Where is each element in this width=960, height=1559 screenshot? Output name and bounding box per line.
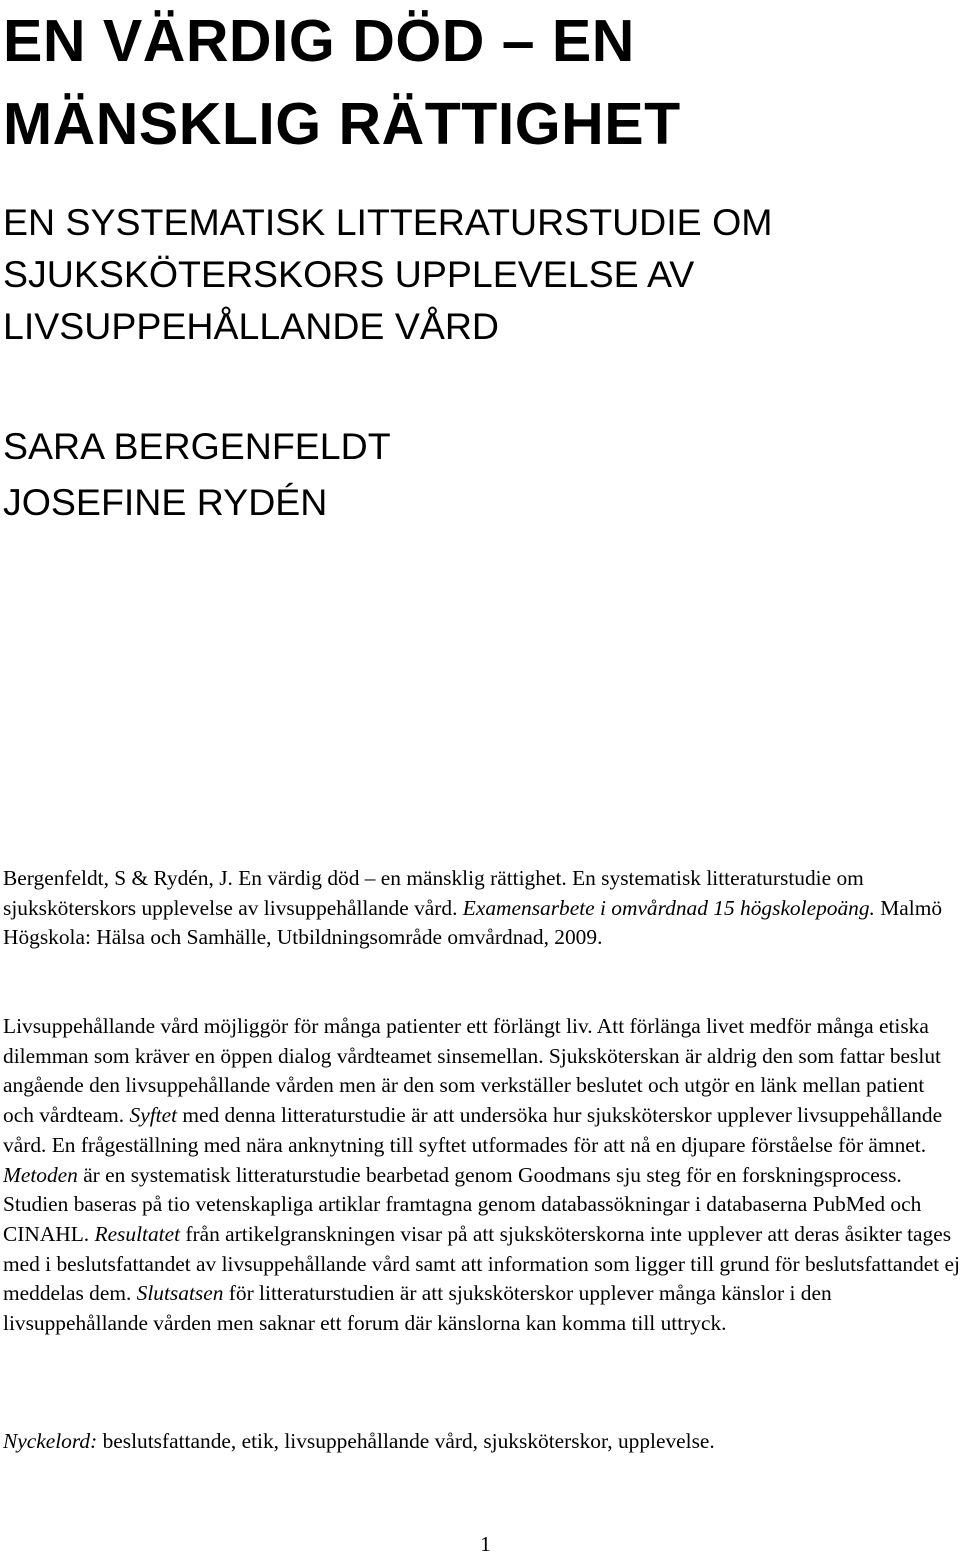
abstract-aim-text: med denna litteraturstudie är att undersöka hur sjuksköterskor upplever livsuppehållande vård. En frågeställning med nära anknytning till syftet utformades för att nå en djupare förståelse för ämnet.: [3, 1103, 943, 1157]
citation-text-end: Malmö Högskola: Hälsa och Samhälle, Utbildningsområde omvårdnad, 2009.: [3, 895, 943, 950]
abstract-conclusion-label: Slutsatsen: [136, 1281, 224, 1306]
document-subtitle: EN SYSTEMATISK LITTERATURSTUDIE OM SJUKSKÖTERSKORS UPPLEVELSE AV LIVSUPPEHÅLLANDE VÅRD: [3, 201, 773, 347]
citation-italic-text: Examensarbete i omvårdnad 15 högskolepoäng.: [462, 895, 875, 920]
keywords-text: beslutsfattande, etik, livsuppehållande vård, sjuksköterskor, upplevelse.: [97, 1429, 715, 1453]
abstract-method-text: är en systematisk litteraturstudie bearbetad genom Goodmans sju steg för en forskningsprocess. Studien baseras på tio vetenskapliga artiklar framtagna genom databassökningar i databaserna PubMed och CINAHL.: [3, 1162, 922, 1246]
abstract-results-text: från artikelgranskningen visar på att sjuksköterskorna inte upplever att deras åsikter tages med i beslutsfattandet av livsuppehållande vård samt att information som ligger till grund för beslutsfattandet ej meddelas dem.: [3, 1221, 960, 1306]
abstract-method-label: Metoden: [3, 1162, 78, 1187]
author-list: [3, 418, 933, 530]
page-number: 1: [480, 1532, 491, 1556]
keywords-paragraph: [3, 1427, 948, 1457]
abstract-aim-label: Syftet: [129, 1103, 178, 1128]
abstract-paragraph: [3, 1012, 960, 1339]
author-name: JOSEFINE RYDÉN: [3, 481, 328, 523]
abstract-conclusion-text: för litteraturstudien är att sjuksköterskor upplever många känslor i den livsuppehållande vården men saknar ett forum där känslorna kan komma till uttryck.: [3, 1281, 832, 1336]
citation-text: Bergenfeldt, S & Rydén, J. En värdig död – en mänsklig rättighet. En systematisk litteraturstudie om sjuksköterskors upplevelse av livsuppehållande vård.: [3, 866, 864, 920]
abstract-results-label: Resultatet: [94, 1221, 181, 1246]
abstract-intro: Livsuppehållande vård möjliggör för många patienter ett förlängt liv. Att förlänga livet medför många etiska dilemman som kräver en öppen dialog vårdteamet sinsemellan. Sjuksköterskan är aldrig den som fattar beslut angående den livsuppehållande vården men är den som verkställer beslutet och utgör en länk mellan patient och vårdteam.: [3, 1014, 941, 1128]
author-name: SARA BERGENFELDT: [3, 425, 391, 467]
keywords-label: Nyckelord:: [3, 1429, 98, 1453]
document-title: EN VÄRDIG DÖD – EN MÄNSKLIG RÄTTIGHET: [3, 8, 681, 157]
citation-paragraph: [3, 864, 948, 953]
